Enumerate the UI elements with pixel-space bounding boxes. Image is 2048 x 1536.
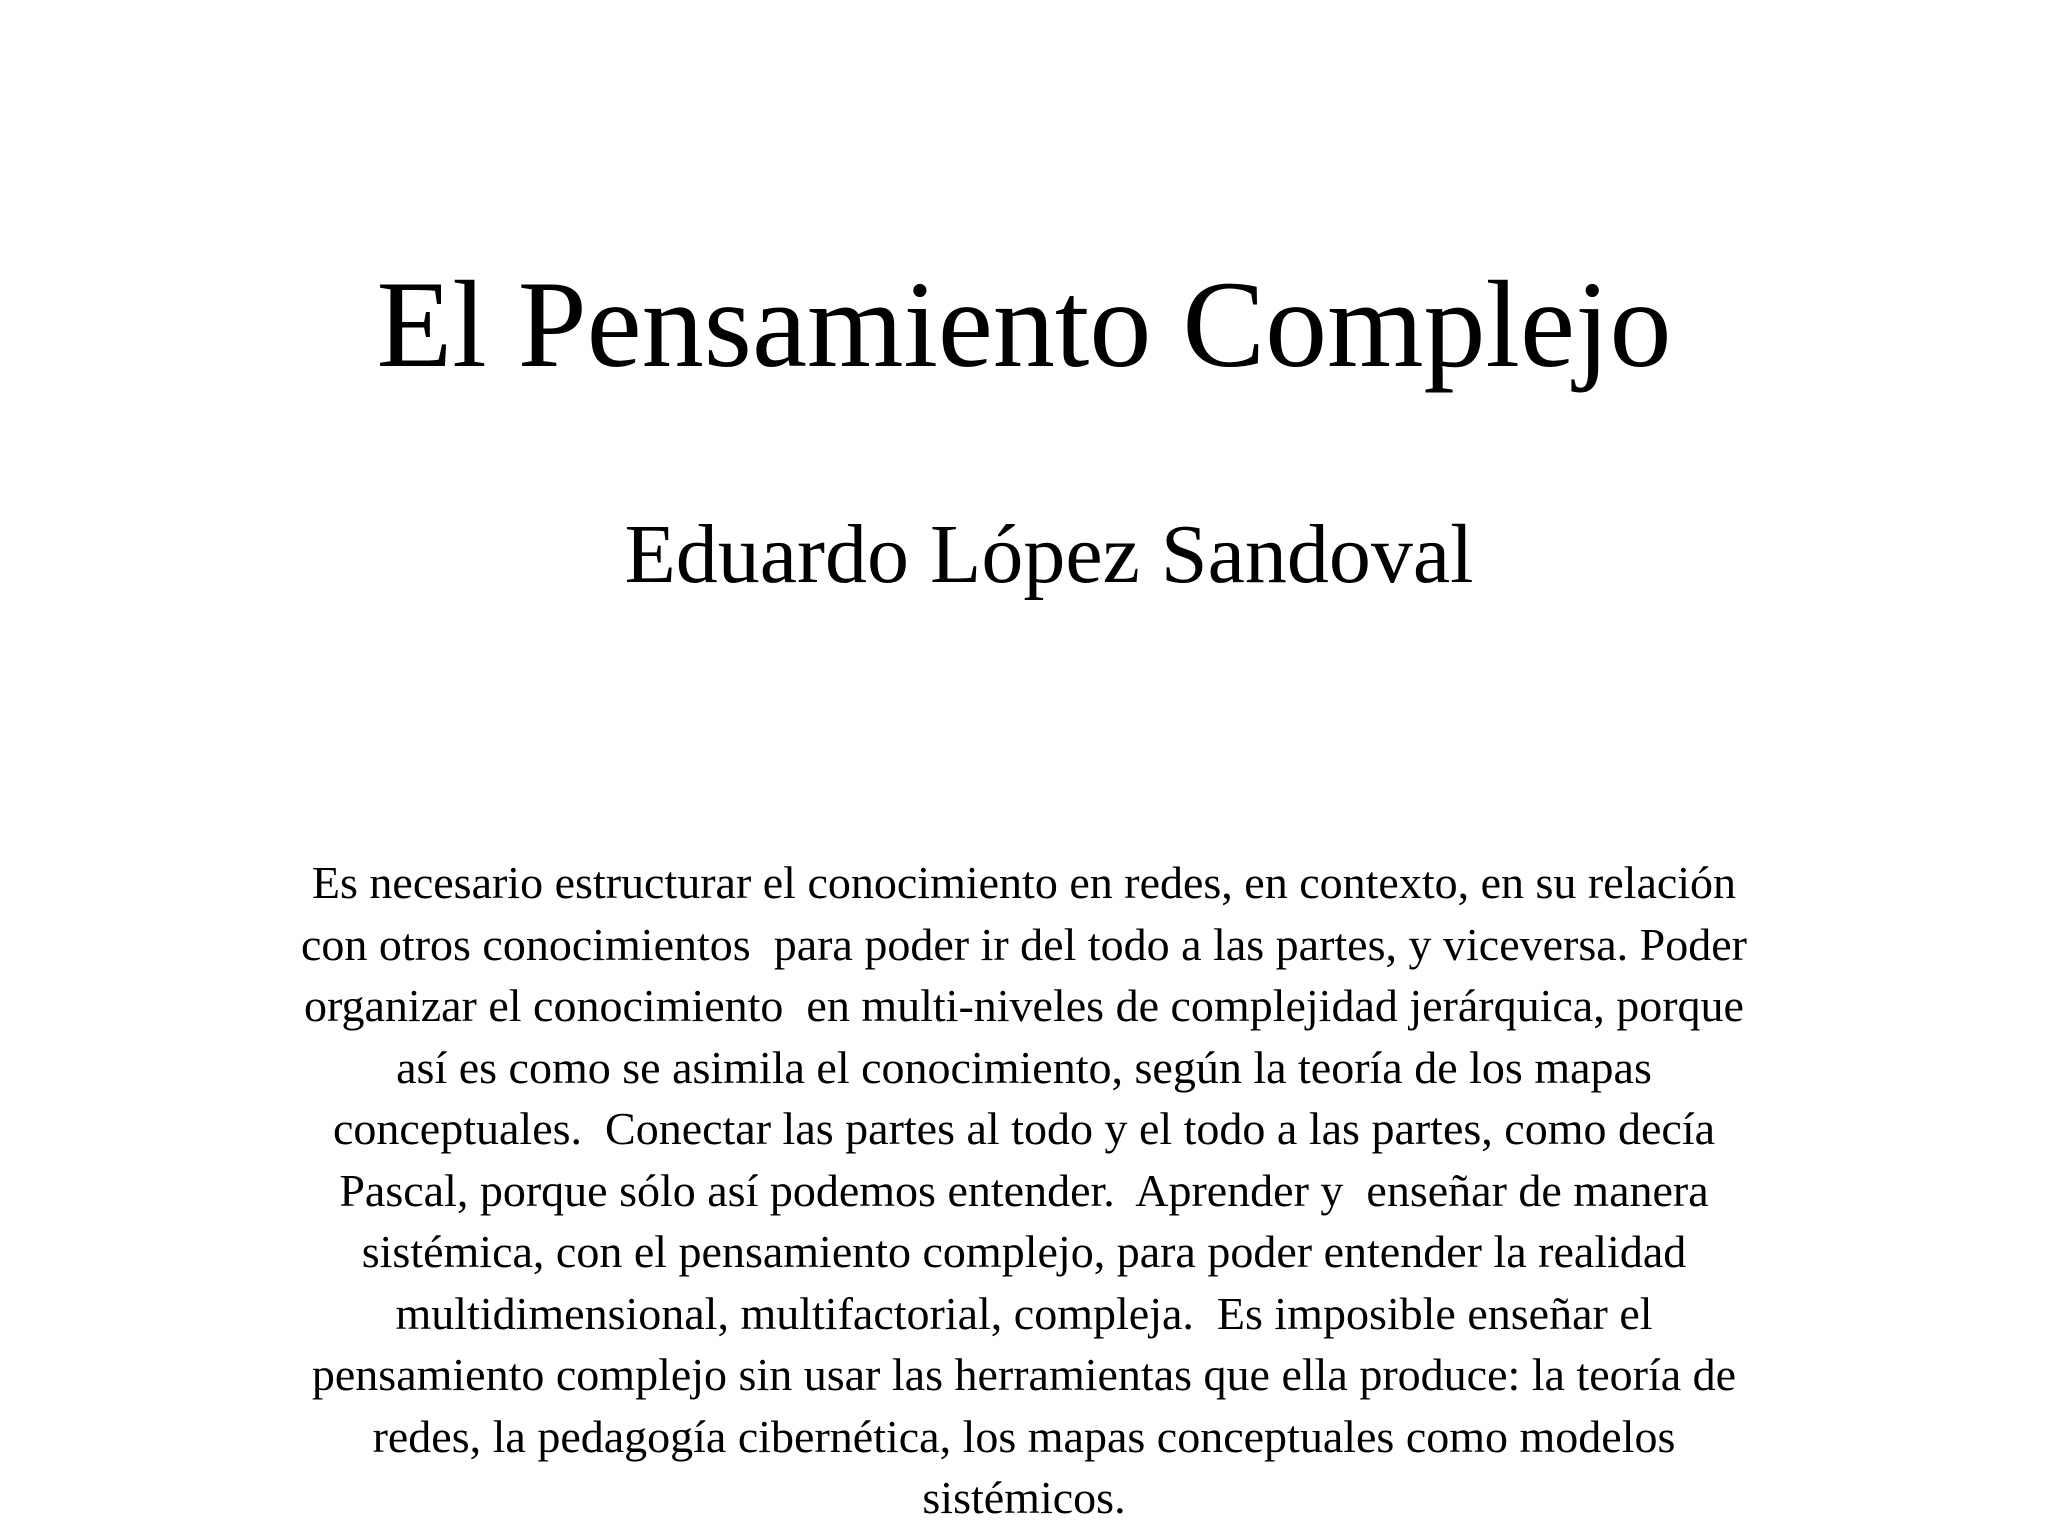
body-line: conceptuales. Conectar las partes al todo y el todo a las partes, como decía xyxy=(332,1103,1716,1154)
slide-body-text xyxy=(200,852,1848,1529)
body-line: pensamiento complejo sin usar las herramientas que ella produce: la teoría de xyxy=(311,1349,1737,1400)
body-line: así es como se asimila el conocimiento, según la teoría de los mapas xyxy=(396,1041,1652,1093)
body-line: Es necesario estructurar el conocimiento en redes, en contexto, en su relación xyxy=(311,857,1737,908)
body-line: sistémica, con el pensamiento complejo, para poder entender la realidad xyxy=(361,1226,1687,1277)
body-line: redes, la pedagogía cibernética, los mapas conceptuales como modelos xyxy=(372,1410,1676,1462)
body-line: sistémicos. xyxy=(922,1472,1126,1523)
slide-title: El Pensamiento Complejo xyxy=(376,256,1672,393)
body-line: Pascal, porque sólo así podemos entender. Aprender y enseñar de manera xyxy=(339,1164,1709,1216)
slide-author: Eduardo López Sandoval xyxy=(624,508,1474,601)
body-line: multidimensional, multifactorial, compleja. Es imposible enseñar el xyxy=(395,1287,1653,1339)
body-line: organizar el conocimiento en multi-niveles de complejidad jerárquica, porque xyxy=(304,980,1744,1031)
body-line: con otros conocimientos para poder ir del todo a las partes, y viceversa. Poder xyxy=(301,918,1747,970)
